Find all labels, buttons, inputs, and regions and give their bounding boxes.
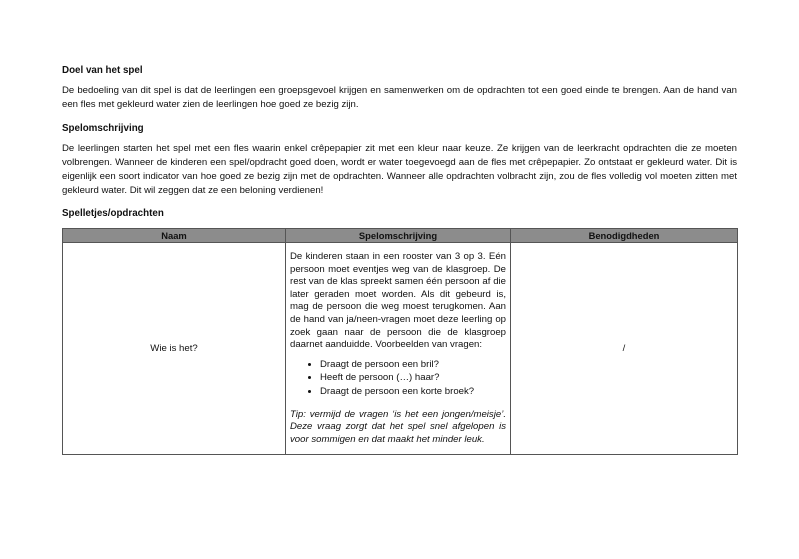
description-text: De kinderen staan in een rooster van 3 op 3. Eén persoon moet eventjes weg van de klasgroep. De rest van de klas spreekt samen één persoon af die later geraden moet worden. Als dit gebeurd is, mag de persoon die weg moest terugkomen. Aan de hand van ja/neen-vragen moet deze leerling op zoek gaan naar de persoon die de klasgroep daarnet aanduidde. Voorbeelden van vragen: [290,251,506,351]
heading-spelletjes: Spelletjes/opdrachten [62,208,164,219]
paragraph-spelomschrijving: De leerlingen starten het spel met een fles waarin enkel crêpepapier zit met een kleur naar keuze. Ze krijgen van de leerkracht opdrachten die ze moeten volbrengen. Wanneer de kinderen een spel/opdracht goed doen, wordt er water toegevoegd aan de fles met crêpepapier. Zo ontstaat er gekleurd water. Dit is eigenlijk een soort indicator van hoe goed ze bezig zijn met de opdrachten. Wanneer alle opdrachten volbracht zijn, zou de fles volledig vol moeten zitten met gekleurd water. Dit wil zeggen dat ze een beloning verdienen! [62,143,737,196]
header-spelomschrijving: Spelomschrijving [286,229,511,243]
tip-text: Tip: vermijd de vragen ‘is het een jongen/meisje’. Deze vraag zorgt dat het spel snel afgelopen is voor sommigen en dat maakt het minder leuk. [290,408,506,445]
header-benodigdheden: Benodigdheden [511,229,738,243]
list-item: • Heeft de persoon (…) haar? [320,371,506,385]
heading-doel: Doel van het spel [62,65,143,76]
heading-spelomschrijving: Spelomschrijving [62,123,144,134]
paragraph-doel: De bedoeling van dit spel is dat de leerlingen een groepsgevoel krijgen en samenwerken om de opdrachten tot een goed einde te brengen. Aan de hand van een fles met gekleurd water zien de leerlingen hoe goed ze bezig zijn. [62,85,737,110]
list-item: • Draagt de persoon een korte broek? [320,385,506,399]
document-content [62,64,737,455]
list-item: • Draagt de persoon een bril? [320,358,506,372]
cell-description [286,243,511,455]
table-header-row [63,229,738,243]
cell-requirements: / [511,243,738,455]
table-row [63,243,738,455]
header-naam: Naam [63,229,286,243]
games-table [62,228,738,455]
cell-name: Wie is het? [63,243,286,455]
question-list [290,358,506,399]
